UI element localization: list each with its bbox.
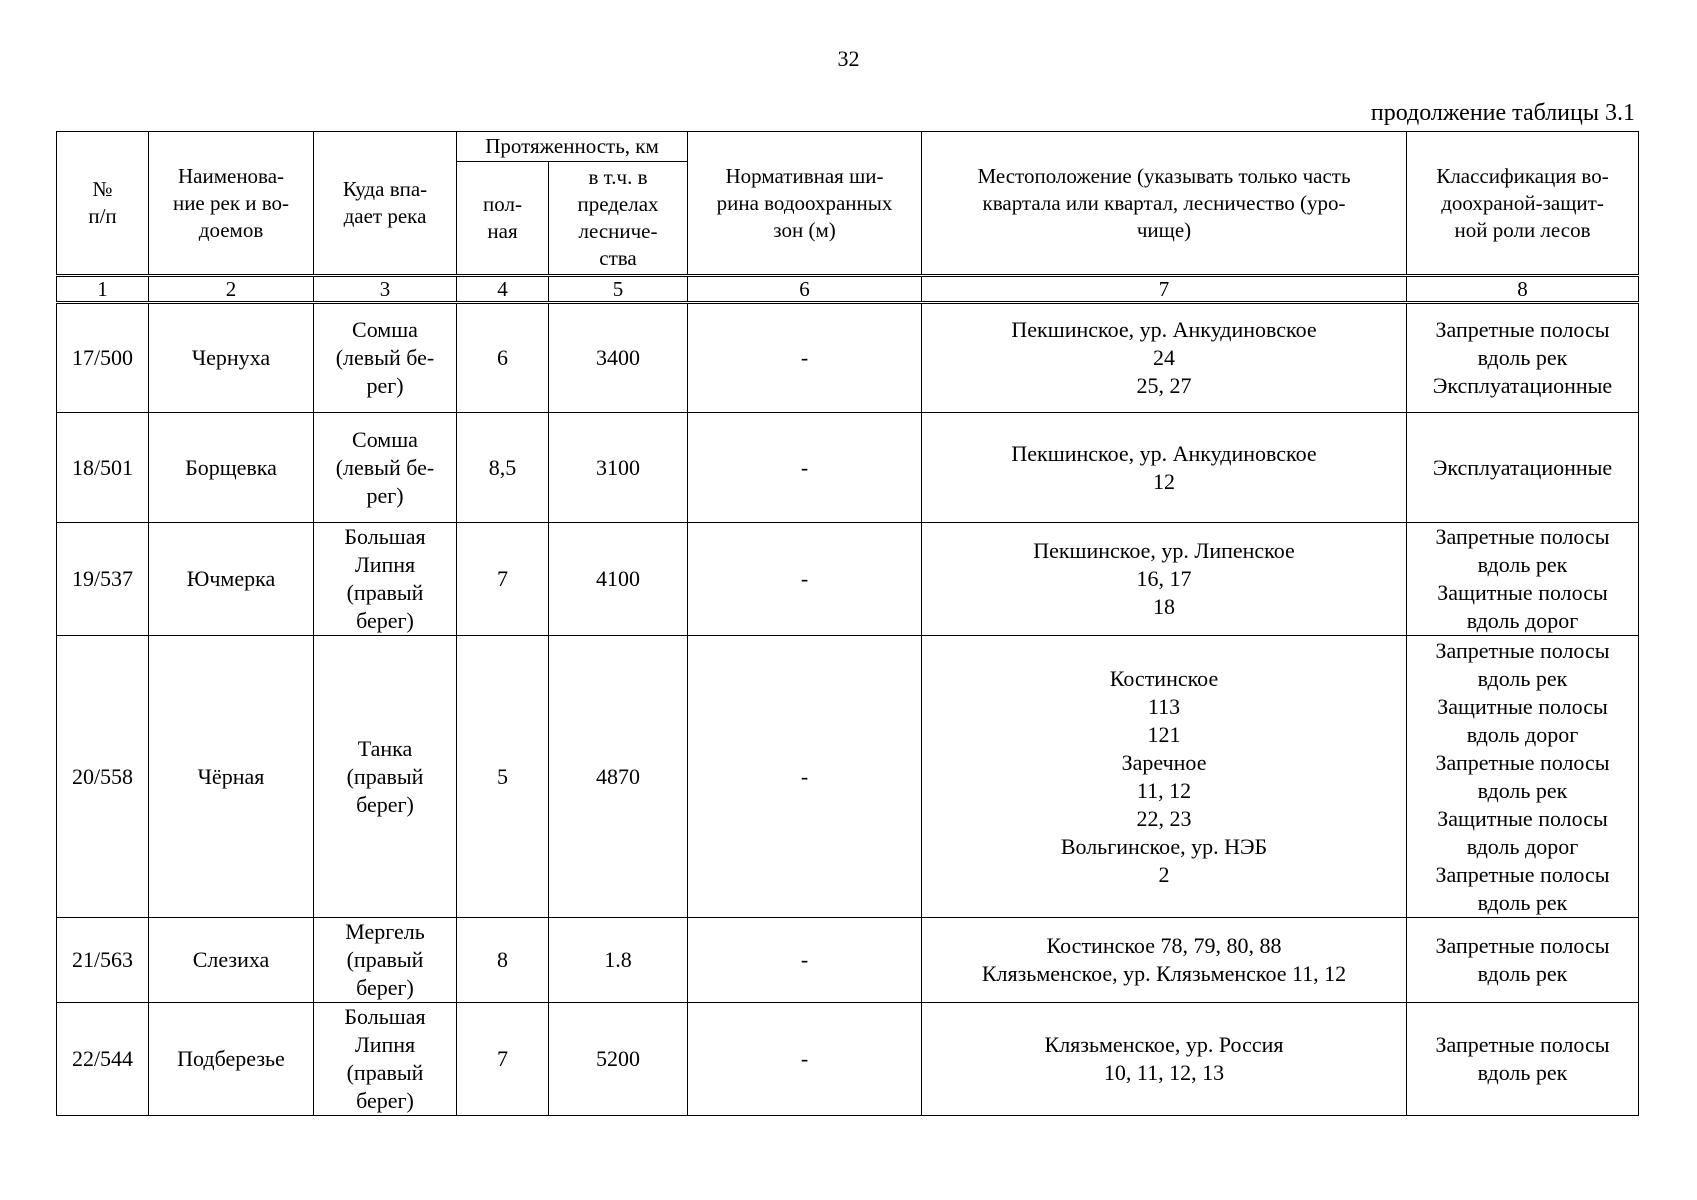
cell-flows-into: Большая Липня (правый берег) (314, 523, 457, 636)
cell-classification: Запретные полосы вдоль рек (1407, 1003, 1639, 1116)
cell-classification: Запретные полосы вдоль рек Эксплуатационные (1407, 303, 1639, 413)
cell-flows-into: Сомша (левый бе- рег) (314, 413, 457, 523)
cell-location: Пекшинское, ур. Анкудиновское 24 25, 27 (922, 303, 1407, 413)
cell-location: Пекшинское, ур. Липенское 16, 17 18 (922, 523, 1407, 636)
cell-classification: Запретные полосы вдоль рек (1407, 918, 1639, 1003)
cell-flows-into: Большая Липня (правый берег) (314, 1003, 457, 1116)
cell-classification: Запретные полосы вдоль рек Защитные полосы вдоль дорог Запретные полосы вдоль рек Защитные полосы вдоль дорог Запретные полосы вдоль рек (1407, 636, 1639, 918)
cell-length-forestry: 4870 (549, 636, 688, 918)
cell-length-full: 8 (457, 918, 549, 1003)
cell-length-full: 7 (457, 523, 549, 636)
cell-num: 18/501 (57, 413, 149, 523)
cell-zone-width: - (688, 523, 922, 636)
cell-length-forestry: 4100 (549, 523, 688, 636)
cell-classification: Эксплуатационные (1407, 413, 1639, 523)
cell-num: 21/563 (57, 918, 149, 1003)
cell-flows-into: Танка (правый берег) (314, 636, 457, 918)
cell-location: Костинское 113 121 Заречное 11, 12 22, 23 Вольгинское, ур. НЭБ 2 (922, 636, 1407, 918)
cell-classification: Запретные полосы вдоль рек Защитные полосы вдоль дорог (1407, 523, 1639, 636)
table-row (57, 1003, 1639, 1116)
cell-num: 17/500 (57, 303, 149, 413)
cell-zone-width: - (688, 303, 922, 413)
column-number: 3 (314, 276, 457, 303)
cell-length-full: 5 (457, 636, 549, 918)
cell-name: Борщевка (149, 413, 314, 523)
cell-num: 20/558 (57, 636, 149, 918)
cell-num: 19/537 (57, 523, 149, 636)
cell-zone-width: - (688, 636, 922, 918)
table-row (57, 303, 1639, 413)
cell-name: Чёрная (149, 636, 314, 918)
cell-length-full: 8,5 (457, 413, 549, 523)
cell-name: Подберезье (149, 1003, 314, 1116)
header-name: Наименова- ние рек и во- доемов (149, 132, 314, 276)
header-location: Местоположение (указывать только часть квартала или квартал, лесничество (уро- чище) (922, 132, 1407, 276)
column-number: 4 (457, 276, 549, 303)
cell-flows-into: Сомша (левый бе- рег) (314, 303, 457, 413)
header-length-group: Протяженность, км (457, 132, 688, 162)
cell-name: Ючмерка (149, 523, 314, 636)
cell-zone-width: - (688, 918, 922, 1003)
table-row (57, 918, 1639, 1003)
table-caption: продолжение таблицы 3.1 (1370, 100, 1635, 126)
column-number: 2 (149, 276, 314, 303)
cell-zone-width: - (688, 1003, 922, 1116)
header-flows-into: Куда впа- дает река (314, 132, 457, 276)
cell-location: Клязьменское, ур. Россия 10, 11, 12, 13 (922, 1003, 1407, 1116)
rivers-table (56, 131, 1639, 1116)
cell-length-forestry: 5200 (549, 1003, 688, 1116)
header-zone-width: Нормативная ши- рина водоохранных зон (м) (688, 132, 922, 276)
cell-name: Слезиха (149, 918, 314, 1003)
cell-length-forestry: 3400 (549, 303, 688, 413)
table-row (57, 413, 1639, 523)
cell-num: 22/544 (57, 1003, 149, 1116)
cell-length-full: 6 (457, 303, 549, 413)
column-number: 5 (549, 276, 688, 303)
cell-zone-width: - (688, 413, 922, 523)
cell-name: Чернуха (149, 303, 314, 413)
cell-length-forestry: 3100 (549, 413, 688, 523)
table-row (57, 636, 1639, 918)
column-number: 1 (57, 276, 149, 303)
column-number: 6 (688, 276, 922, 303)
cell-location: Костинское 78, 79, 80, 88 Клязьменское, ур. Клязьменское 11, 12 (922, 918, 1407, 1003)
column-number: 8 (1407, 276, 1639, 303)
cell-flows-into: Мергель (правый берег) (314, 918, 457, 1003)
page-number: 32 (837, 46, 860, 71)
header-classification: Классификация во- доохраной-защит- ной роли лесов (1407, 132, 1639, 276)
header-length-forestry: в т.ч. в пределах лесниче- ства (549, 162, 688, 276)
header-length-full: пол- ная (457, 162, 549, 276)
cell-location: Пекшинское, ур. Анкудиновское 12 (922, 413, 1407, 523)
header-num: № п/п (57, 132, 149, 276)
cell-length-forestry: 1.8 (549, 918, 688, 1003)
table-row (57, 523, 1639, 636)
cell-length-full: 7 (457, 1003, 549, 1116)
column-number: 7 (922, 276, 1407, 303)
